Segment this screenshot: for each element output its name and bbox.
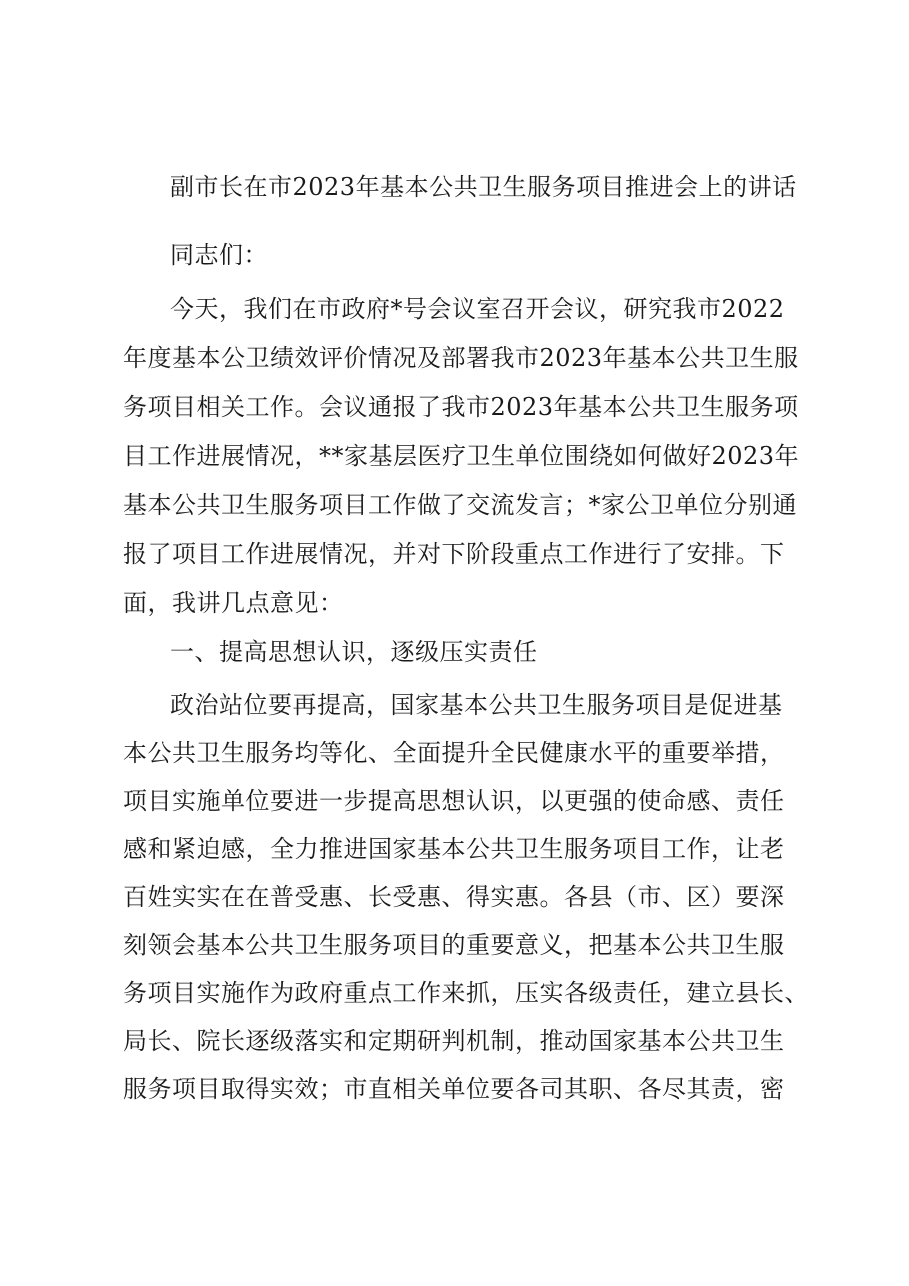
paragraph-line: 面，我讲几点意见： — [123, 589, 344, 617]
paragraph-line: 本公共卫生服务均等化、全面提升全民健康水平的重要举措， — [123, 739, 785, 767]
salutation: 同志们： — [170, 241, 268, 269]
paragraph-line: 感和紧迫感，全力推进国家基本公共卫生服务项目工作，让老 — [123, 835, 785, 863]
document-title: 副市长在市2023年基本公共卫生服务项目推进会上的讲话 — [170, 173, 797, 201]
paragraph-line: 局长、院长逐级落实和定期研判机制，推动国家基本公共卫生 — [123, 1027, 785, 1055]
paragraph-line: 报了项目工作进展情况，并对下阶段重点工作进行了安排。下 — [123, 540, 785, 568]
paragraph-line: 百姓实实在在普受惠、长受惠、得实惠。各县（市、区）要深 — [123, 883, 785, 911]
paragraph-line: 今天，我们在市政府*号会议室召开会议，研究我市2022 — [170, 295, 785, 323]
paragraph-line: 服务项目取得实效；市直相关单位要各司其职、各尽其责，密 — [123, 1075, 785, 1103]
section-heading: 一、提高思想认识，逐级压实责任 — [170, 638, 538, 666]
paragraph-line: 务项目实施作为政府重点工作来抓，压实各级责任，建立县长、 — [123, 979, 809, 1007]
paragraph-line: 政治站位要再提高，国家基本公共卫生服务项目是促进基 — [170, 691, 783, 719]
paragraph-line: 刻领会基本公共卫生服务项目的重要意义，把基本公共卫生服 — [123, 931, 785, 959]
paragraph-line: 项目实施单位要进一步提高思想认识，以更强的使命感、责任 — [123, 787, 785, 815]
paragraph-line: 务项目相关工作。会议通报了我市2023年基本公共卫生服务项 — [123, 393, 799, 421]
paragraph-line: 目工作进展情况，**家基层医疗卫生单位围绕如何做好2023年 — [123, 442, 800, 470]
paragraph-line: 年度基本公卫绩效评价情况及部署我市2023年基本公共卫生服 — [123, 344, 799, 372]
paragraph-line: 基本公共卫生服务项目工作做了交流发言；*家公卫单位分别通 — [123, 491, 797, 519]
